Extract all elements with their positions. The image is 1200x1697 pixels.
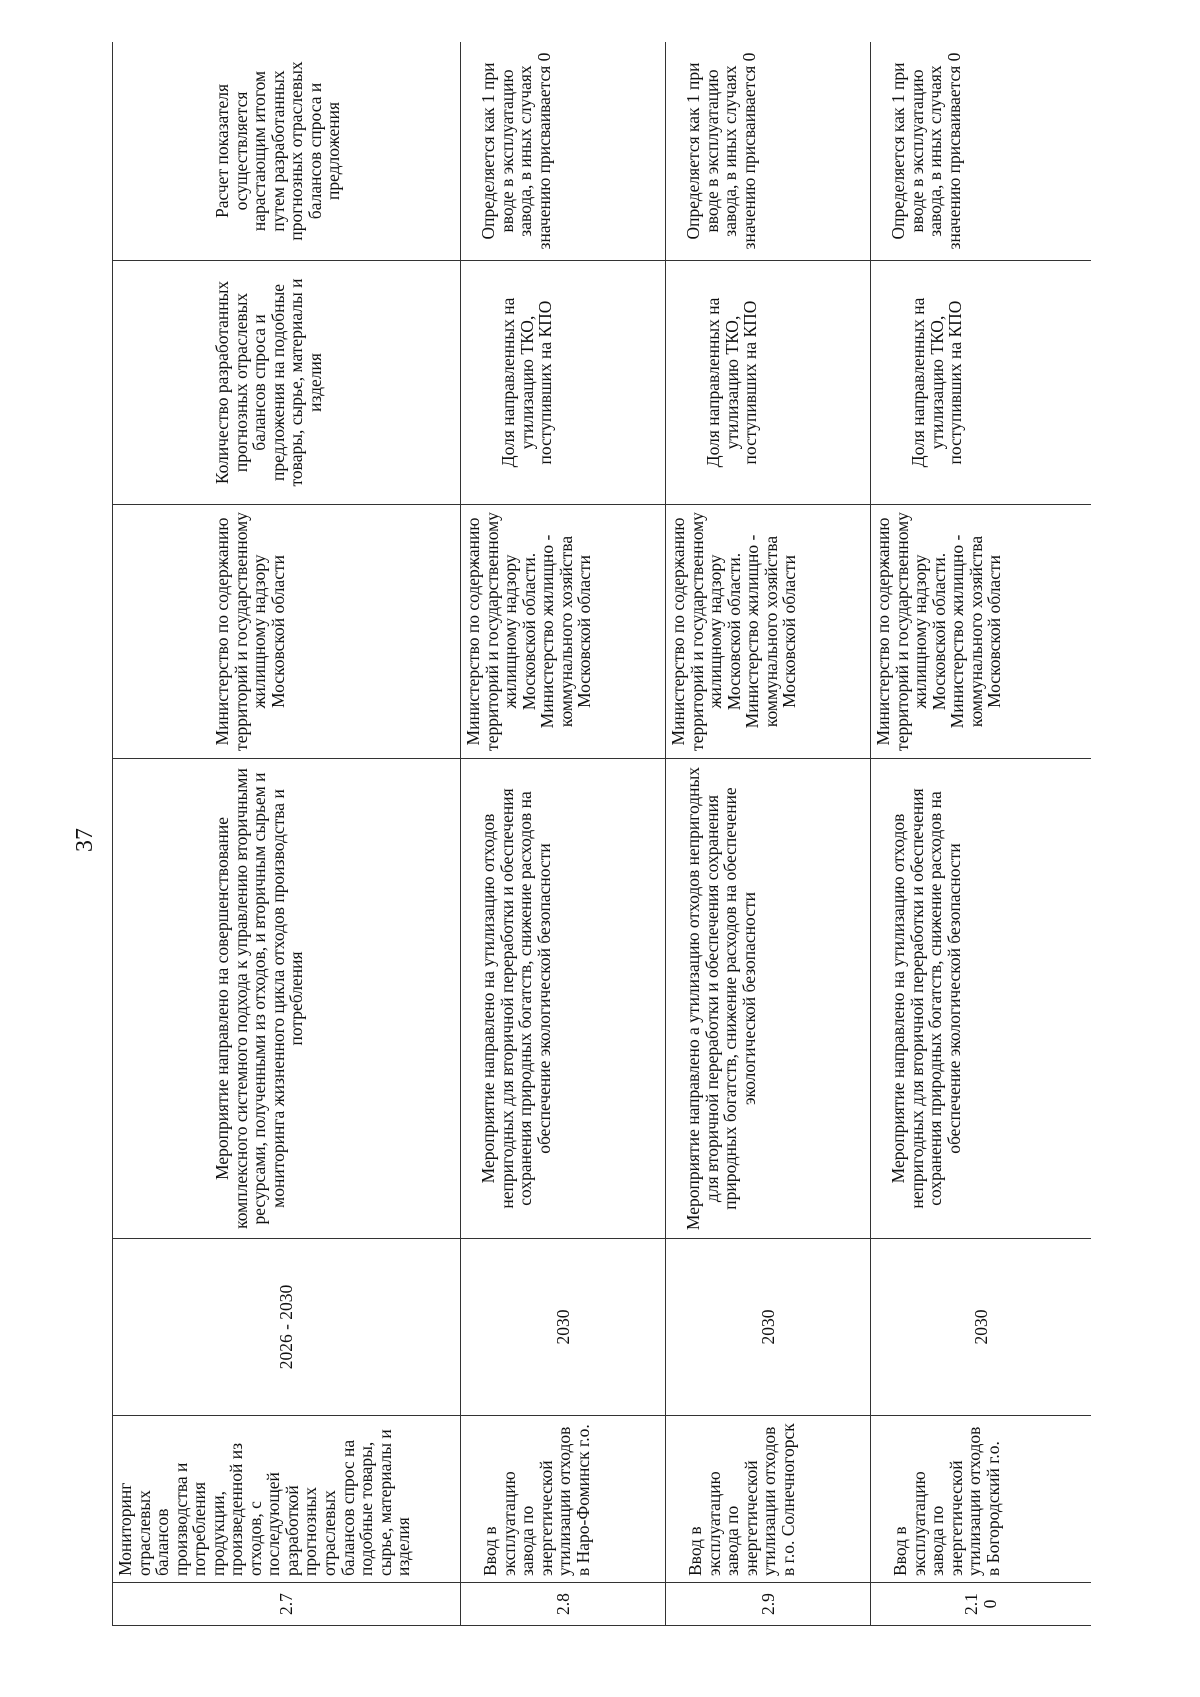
row-number-cell: 2.10	[871, 1583, 1092, 1626]
measure-name-cell: Ввод в эксплуатацию завода по энергетической утилизации отходов в Богородский г.о.	[871, 1416, 1092, 1583]
calculation-cell: Расчет показателя осуществляется нарастающим итогом путем разработанных прогнозных отраслевых балансов спроса и предложения	[113, 42, 461, 261]
table-row	[666, 42, 871, 1626]
responsible-cell: Министерство по содержанию территорий и государственному жилищному надзору Московской области. Министерство жилищно - коммунального хозяйства Московской области	[666, 505, 871, 759]
responsible-cell: Министерство по содержанию территорий и государственному жилищному надзору Московской области	[113, 505, 461, 759]
indicator-cell: Доля направленных на утилизацию ТКО, поступивших на КПО	[871, 261, 1092, 505]
calculation-cell: Определяется как 1 при вводе в эксплуатацию завода, в иных случаях значению присваивается 0	[871, 42, 1092, 261]
indicator-cell: Доля направленных на утилизацию ТКО, поступивших на КПО	[461, 261, 666, 505]
calculation-cell: Определяется как 1 при вводе в эксплуатацию завода, в иных случаях значению присваивается 0	[461, 42, 666, 261]
indicator-cell: Доля направленных на утилизацию ТКО, поступивших на КПО	[666, 261, 871, 505]
years-cell: 2030	[666, 1239, 871, 1416]
row-number-cell: 2.8	[461, 1583, 666, 1626]
table-row	[871, 42, 1092, 1626]
table-row	[461, 42, 666, 1626]
page-number: 37	[72, 828, 98, 852]
calculation-cell: Определяется как 1 при вводе в эксплуатацию завода, в иных случаях значению присваивается 0	[666, 42, 871, 261]
description-cell: Мероприятие направлено на утилизацию отходов непригодных для вторичной переработки и обеспечения сохранения природных богатств, снижение расходов на обеспечение экологической безопасности	[871, 759, 1092, 1239]
years-cell: 2026 - 2030	[113, 1239, 461, 1416]
measures-table	[112, 42, 1091, 1626]
description-cell: Мероприятие направлено на совершенствование комплексного системного подхода к управлению вторичными ресурсами, полученными из отходов, и вторичным сырьем и мониторинга жизненного цикла отходов производства и потребления	[113, 759, 461, 1239]
table-row	[113, 42, 461, 1626]
row-number-cell: 2.9	[666, 1583, 871, 1626]
responsible-cell: Министерство по содержанию территорий и государственному жилищному надзору Московской области. Министерство жилищно - коммунального хозяйства Московской области	[461, 505, 666, 759]
years-cell: 2030	[871, 1239, 1092, 1416]
measures-table-container	[112, 42, 1091, 1626]
indicator-cell: Количество разработанных прогнозных отраслевых балансов спроса и предложения на подобные товары, сырье, материалы и изделия	[113, 261, 461, 505]
measure-name-cell: Мониторинг отраслевых балансов производства и потребления продукции, произведенной из отходов, с последующей разработкой прогнозных отраслевых балансов спрос на подобные товары, сырье, материалы и изделия	[113, 1416, 461, 1583]
description-cell: Мероприятие направлено на утилизацию отходов непригодных для вторичной переработки и обеспечения сохранения природных богатств, снижение расходов на обеспечение экологической безопасности	[461, 759, 666, 1239]
measure-name-cell: Ввод в эксплуатацию завода по энергетической утилизации отходов в Наро-Фоминск г.о.	[461, 1416, 666, 1583]
responsible-cell: Министерство по содержанию территорий и государственному жилищному надзору Московской области. Министерство жилищно - коммунального хозяйства Московской области	[871, 505, 1092, 759]
measure-name-cell: Ввод в эксплуатацию завода по энергетической утилизации отходов в г.о. Солнечногорск	[666, 1416, 871, 1583]
years-cell: 2030	[461, 1239, 666, 1416]
row-number-cell: 2.7	[113, 1583, 461, 1626]
description-cell: Мероприятие направлено а утилизацию отходов непригодных для вторичной переработки и обеспечения сохранения природных богатств, снижение расходов на обеспечение экологической безопасности	[666, 759, 871, 1239]
rotated-table-frame	[112, 42, 1091, 1626]
